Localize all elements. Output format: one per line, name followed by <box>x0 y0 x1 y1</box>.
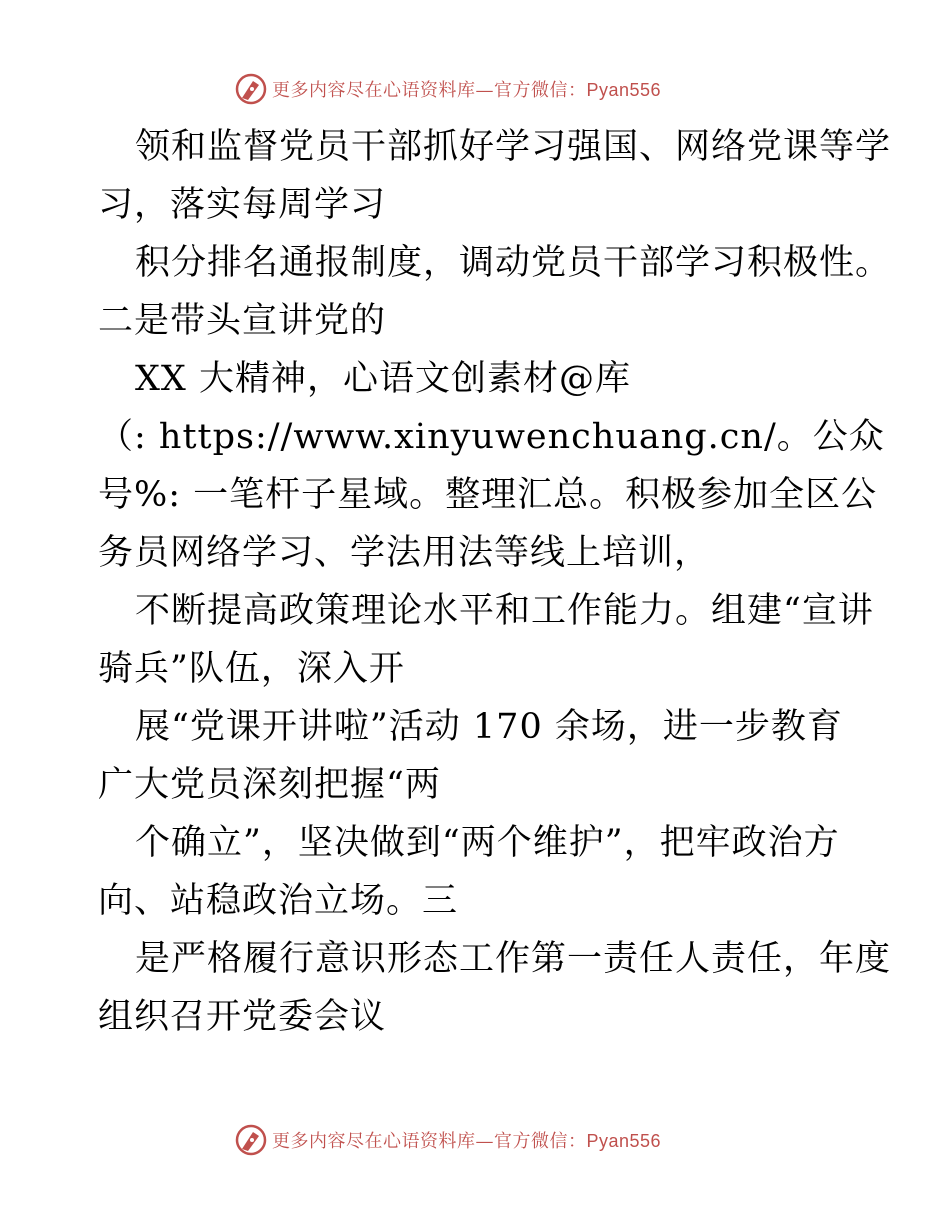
text-line: 务员网络学习、学法用法等线上培训， <box>98 533 711 573</box>
text-line: 号%: 一笔杆子星域。整理汇总。积极参加全区公 <box>98 475 878 515</box>
text-line: 广大党员深刻把握“两 <box>98 765 441 805</box>
footer-watermark <box>234 1122 661 1158</box>
text-line: 向、站稳政治立场。三 <box>98 881 459 921</box>
watermark-text: 更多内容尽在心语资料库—官方微信：Pyan556 <box>272 80 662 101</box>
pen-nib-circle-icon <box>234 72 268 106</box>
text-line: （: https://www.xinyuwenchuang.cn/。公众 <box>98 417 885 457</box>
text-line: 骑兵”队伍，深入开 <box>98 649 405 689</box>
text-line: 是严格履行意识形态工作第一责任人责任，年度 <box>135 939 892 979</box>
text-line: 二是带头宣讲党的 <box>98 301 387 341</box>
pen-nib-circle-icon <box>234 1123 268 1157</box>
text-line: 展“党课开讲啦”活动 170 余场，进一步教育 <box>135 707 843 747</box>
document-body <box>98 118 892 1046</box>
text-line: 领和监督党员干部抓好学习强国、网络党课等学 <box>135 127 892 167</box>
text-line: 不断提高政策理论水平和工作能力。组建“宣讲 <box>135 591 874 631</box>
text-line: 习，落实每周学习 <box>98 185 387 225</box>
text-line: 个确立”，坚决做到“两个维护”，把牢政治方 <box>135 823 840 863</box>
header-watermark <box>234 71 661 107</box>
text-line: 组织召开党委会议 <box>98 997 387 1037</box>
text-line: 积分排名通报制度，调动党员干部学习积极性。 <box>135 243 892 283</box>
text-line: XX 大精神，心语文创素材@库 <box>135 359 631 399</box>
watermark-text: 更多内容尽在心语资料库—官方微信：Pyan556 <box>272 1131 662 1152</box>
